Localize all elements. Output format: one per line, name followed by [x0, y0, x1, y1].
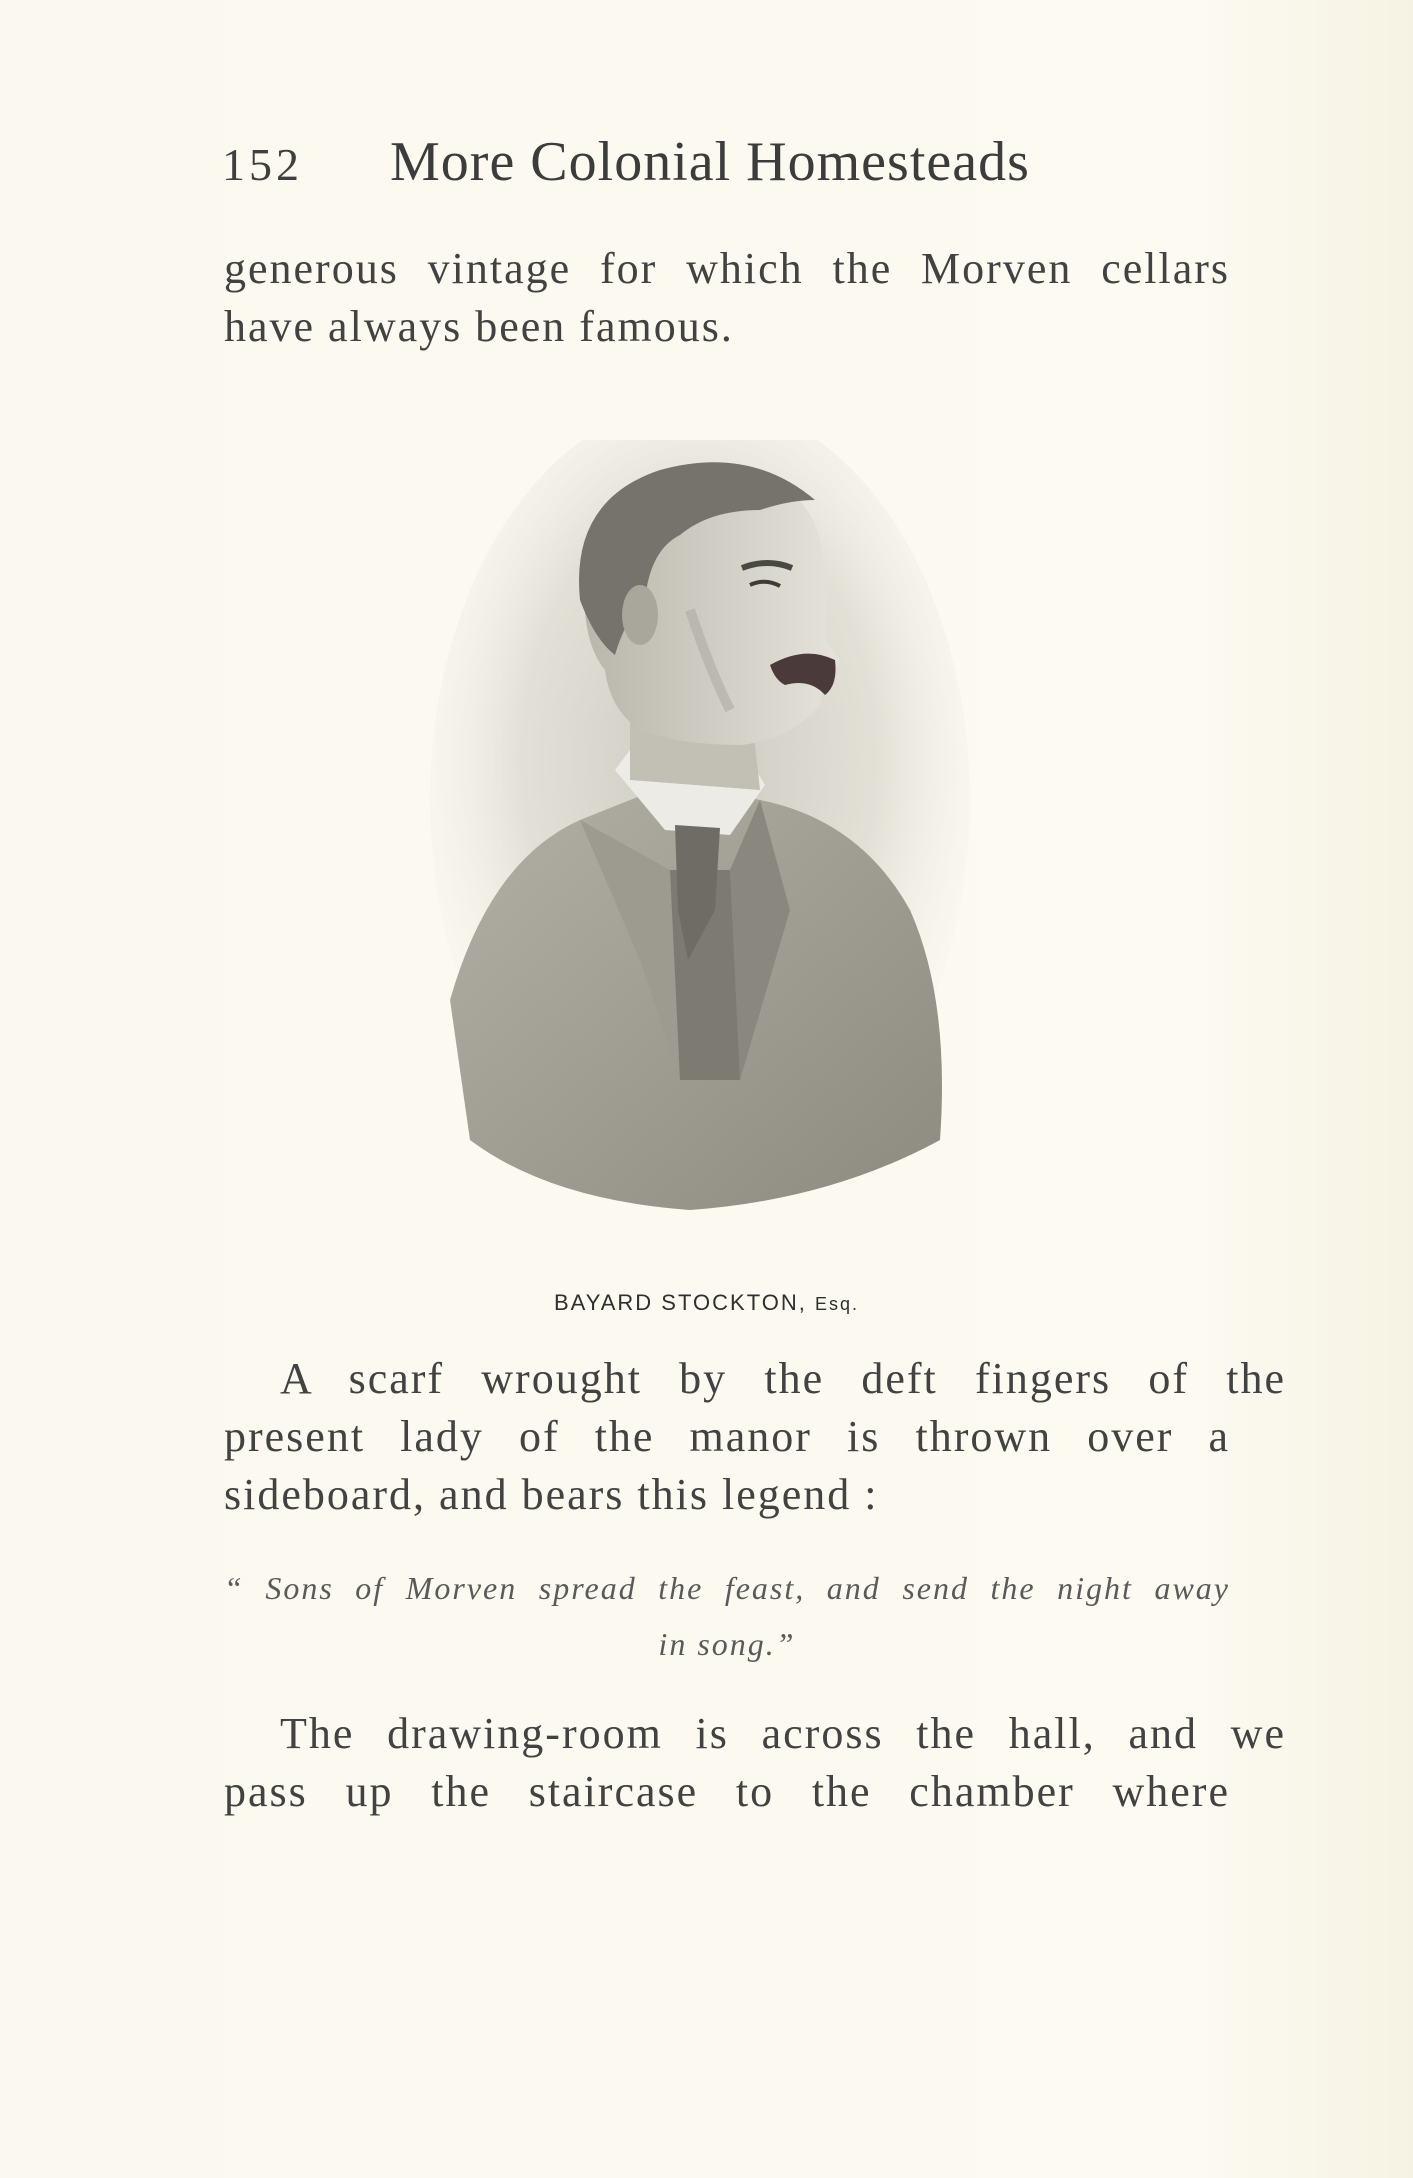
paragraph-scarf-cont — [224, 1408, 1230, 1524]
text-line: pass up the staircase to the chamber where — [224, 1767, 1230, 1816]
text-line: present lady of the manor is thrown over a — [224, 1412, 1230, 1461]
text-line: generous vintage for which the Morven cellars — [224, 244, 1230, 293]
running-title: More Colonial Homesteads — [390, 131, 1030, 193]
running-head — [222, 130, 1242, 200]
block-quotation — [224, 1560, 1230, 1672]
quote-line: in song.” — [658, 1626, 796, 1662]
page-number: 152 — [222, 139, 303, 190]
text-line: The drawing-room is across the hall, and we — [280, 1709, 1286, 1758]
text-line: have always been famous. — [224, 302, 734, 351]
caption-name: BAYARD STOCKTON, — [553, 1290, 807, 1315]
quote-line: “ Sons of Morven spread the feast, and send the night away — [224, 1570, 1230, 1606]
illustration-caption — [0, 1290, 1413, 1316]
paragraph-scarf — [224, 1350, 1286, 1408]
text-line: A scarf wrought by the deft fingers of the — [280, 1354, 1286, 1403]
portrait-illustration — [430, 440, 970, 1220]
caption-suffix: Esq. — [814, 1294, 859, 1314]
text-line: sideboard, and bears this legend : — [224, 1470, 879, 1519]
paragraph-continuation — [224, 240, 1230, 356]
paragraph-drawing-room-cont — [224, 1763, 1230, 1821]
paragraph-drawing-room — [224, 1705, 1286, 1763]
